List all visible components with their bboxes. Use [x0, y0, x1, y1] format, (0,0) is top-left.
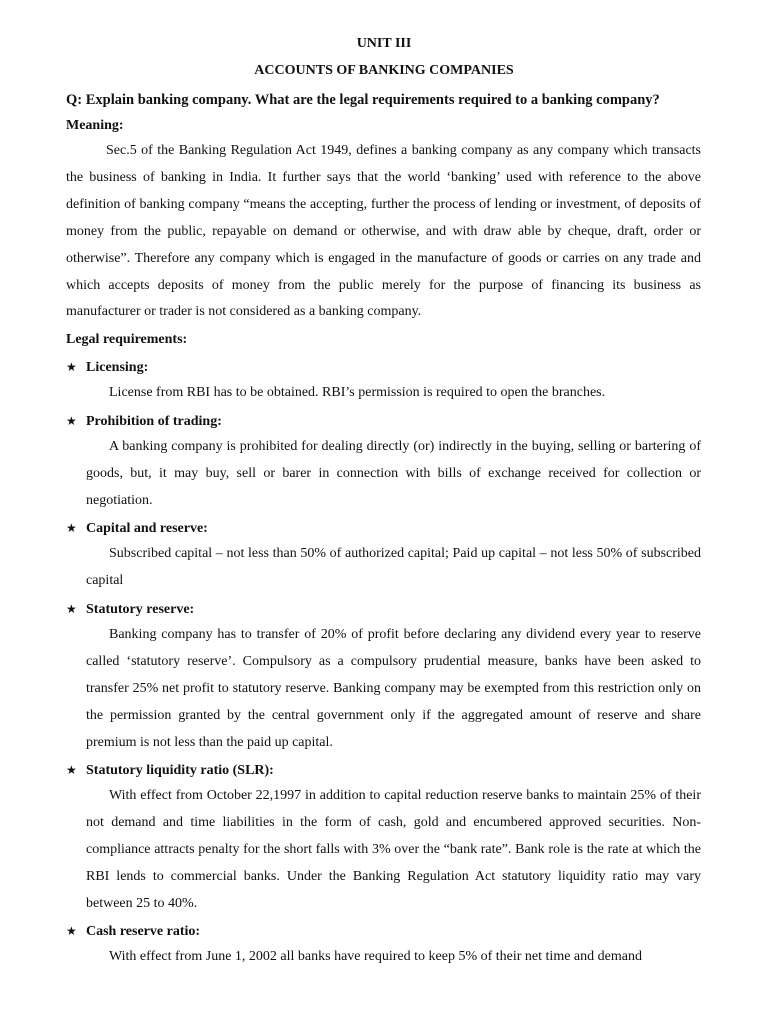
- star-bullet-icon: ★: [66, 924, 77, 938]
- section-heading-label: Prohibition of trading:: [86, 414, 222, 429]
- section-heading-licensing: [66, 357, 148, 378]
- question-text: Q: Explain banking company. What are the legal requirements required to a banking company?: [66, 92, 660, 108]
- section-heading-label: Statutory reserve:: [86, 602, 195, 617]
- section-text-prohibition: A banking company is prohibited for dealing directly (or) indirectly in the buying, selling or bartering of goods, but, it may buy, sell or barer in connection with bills of exchange received for collection or negotiation.: [86, 439, 701, 508]
- section-heading-label: Capital and reserve:: [86, 521, 208, 536]
- legal-requirements-heading: Legal requirements:: [66, 332, 188, 347]
- section-heading-label: Licensing:: [86, 360, 149, 375]
- star-bullet-icon: ★: [66, 521, 77, 535]
- section-text-licensing: License from RBI has to be obtained. RBI’s permission is required to open the branches.: [109, 385, 606, 400]
- section-heading-label: Statutory liquidity ratio (SLR):: [86, 763, 274, 778]
- meaning-paragraph: Sec.5 of the Banking Regulation Act 1949, defines a banking company as any company which transacts the business of banking in India. It further says that the world ‘banking’ used with reference to the above definition of banking company “means the accepting, further the process of lending or investment, of deposits of money from the public, repayable on demand or otherwise, and with draw able by cheque, draft, order or otherwise”. Therefore any company which is engaged in the manufacture of goods or carries on any trade and which accepts deposits of money from the public merely for the purpose of financing its business as manufacturer or trader is not considered as a banking company.: [66, 143, 701, 320]
- star-bullet-icon: ★: [66, 763, 77, 777]
- section-heading-label: Cash reserve ratio:: [86, 924, 201, 939]
- section-heading-crr: [66, 921, 200, 942]
- section-heading-slr: [66, 760, 274, 781]
- unit-heading: UNIT III: [356, 36, 412, 51]
- section-text-capital: Subscribed capital – not less than 50% of authorized capital; Paid up capital – not less 50% of subscribed capital: [86, 546, 701, 588]
- star-bullet-icon: ★: [66, 360, 77, 374]
- section-text-slr: With effect from October 22,1997 in addition to capital reduction reserve banks to maintain 25% of their not demand and time liabilities in the form of cash, gold and encumbered approved securities. Non-compliance attracts penalty for the short falls with 3% over the “bank rate”. Bank role is the rate at which the RBI lends to commercial banks. Under the Banking Regulation Act statutory liquidity ratio may vary between 25 to 40%.: [86, 788, 701, 911]
- section-text-crr: With effect from June 1, 2002 all banks have required to keep 5% of their net time and demand: [109, 949, 642, 964]
- document-title: ACCOUNTS OF BANKING COMPANIES: [254, 63, 514, 78]
- section-heading-capital: [66, 518, 208, 539]
- star-bullet-icon: ★: [66, 414, 77, 428]
- section-text-statutory-reserve: Banking company has to transfer of 20% of profit before declaring any dividend every year to reserve called ‘statutory reserve’. Compulsory as a compulsory prudential measure, banks have been asked to transfer 25% net profit to statutory reserve. Banking company may be exempted from this restriction only on the permission granted by the central government only if the aggregated amount of reserve and share premium is not less than the paid up capital.: [86, 627, 701, 750]
- section-heading-prohibition: [66, 411, 222, 432]
- meaning-heading: Meaning:: [66, 118, 124, 133]
- star-bullet-icon: ★: [66, 602, 77, 616]
- section-heading-statutory-reserve: [66, 599, 194, 620]
